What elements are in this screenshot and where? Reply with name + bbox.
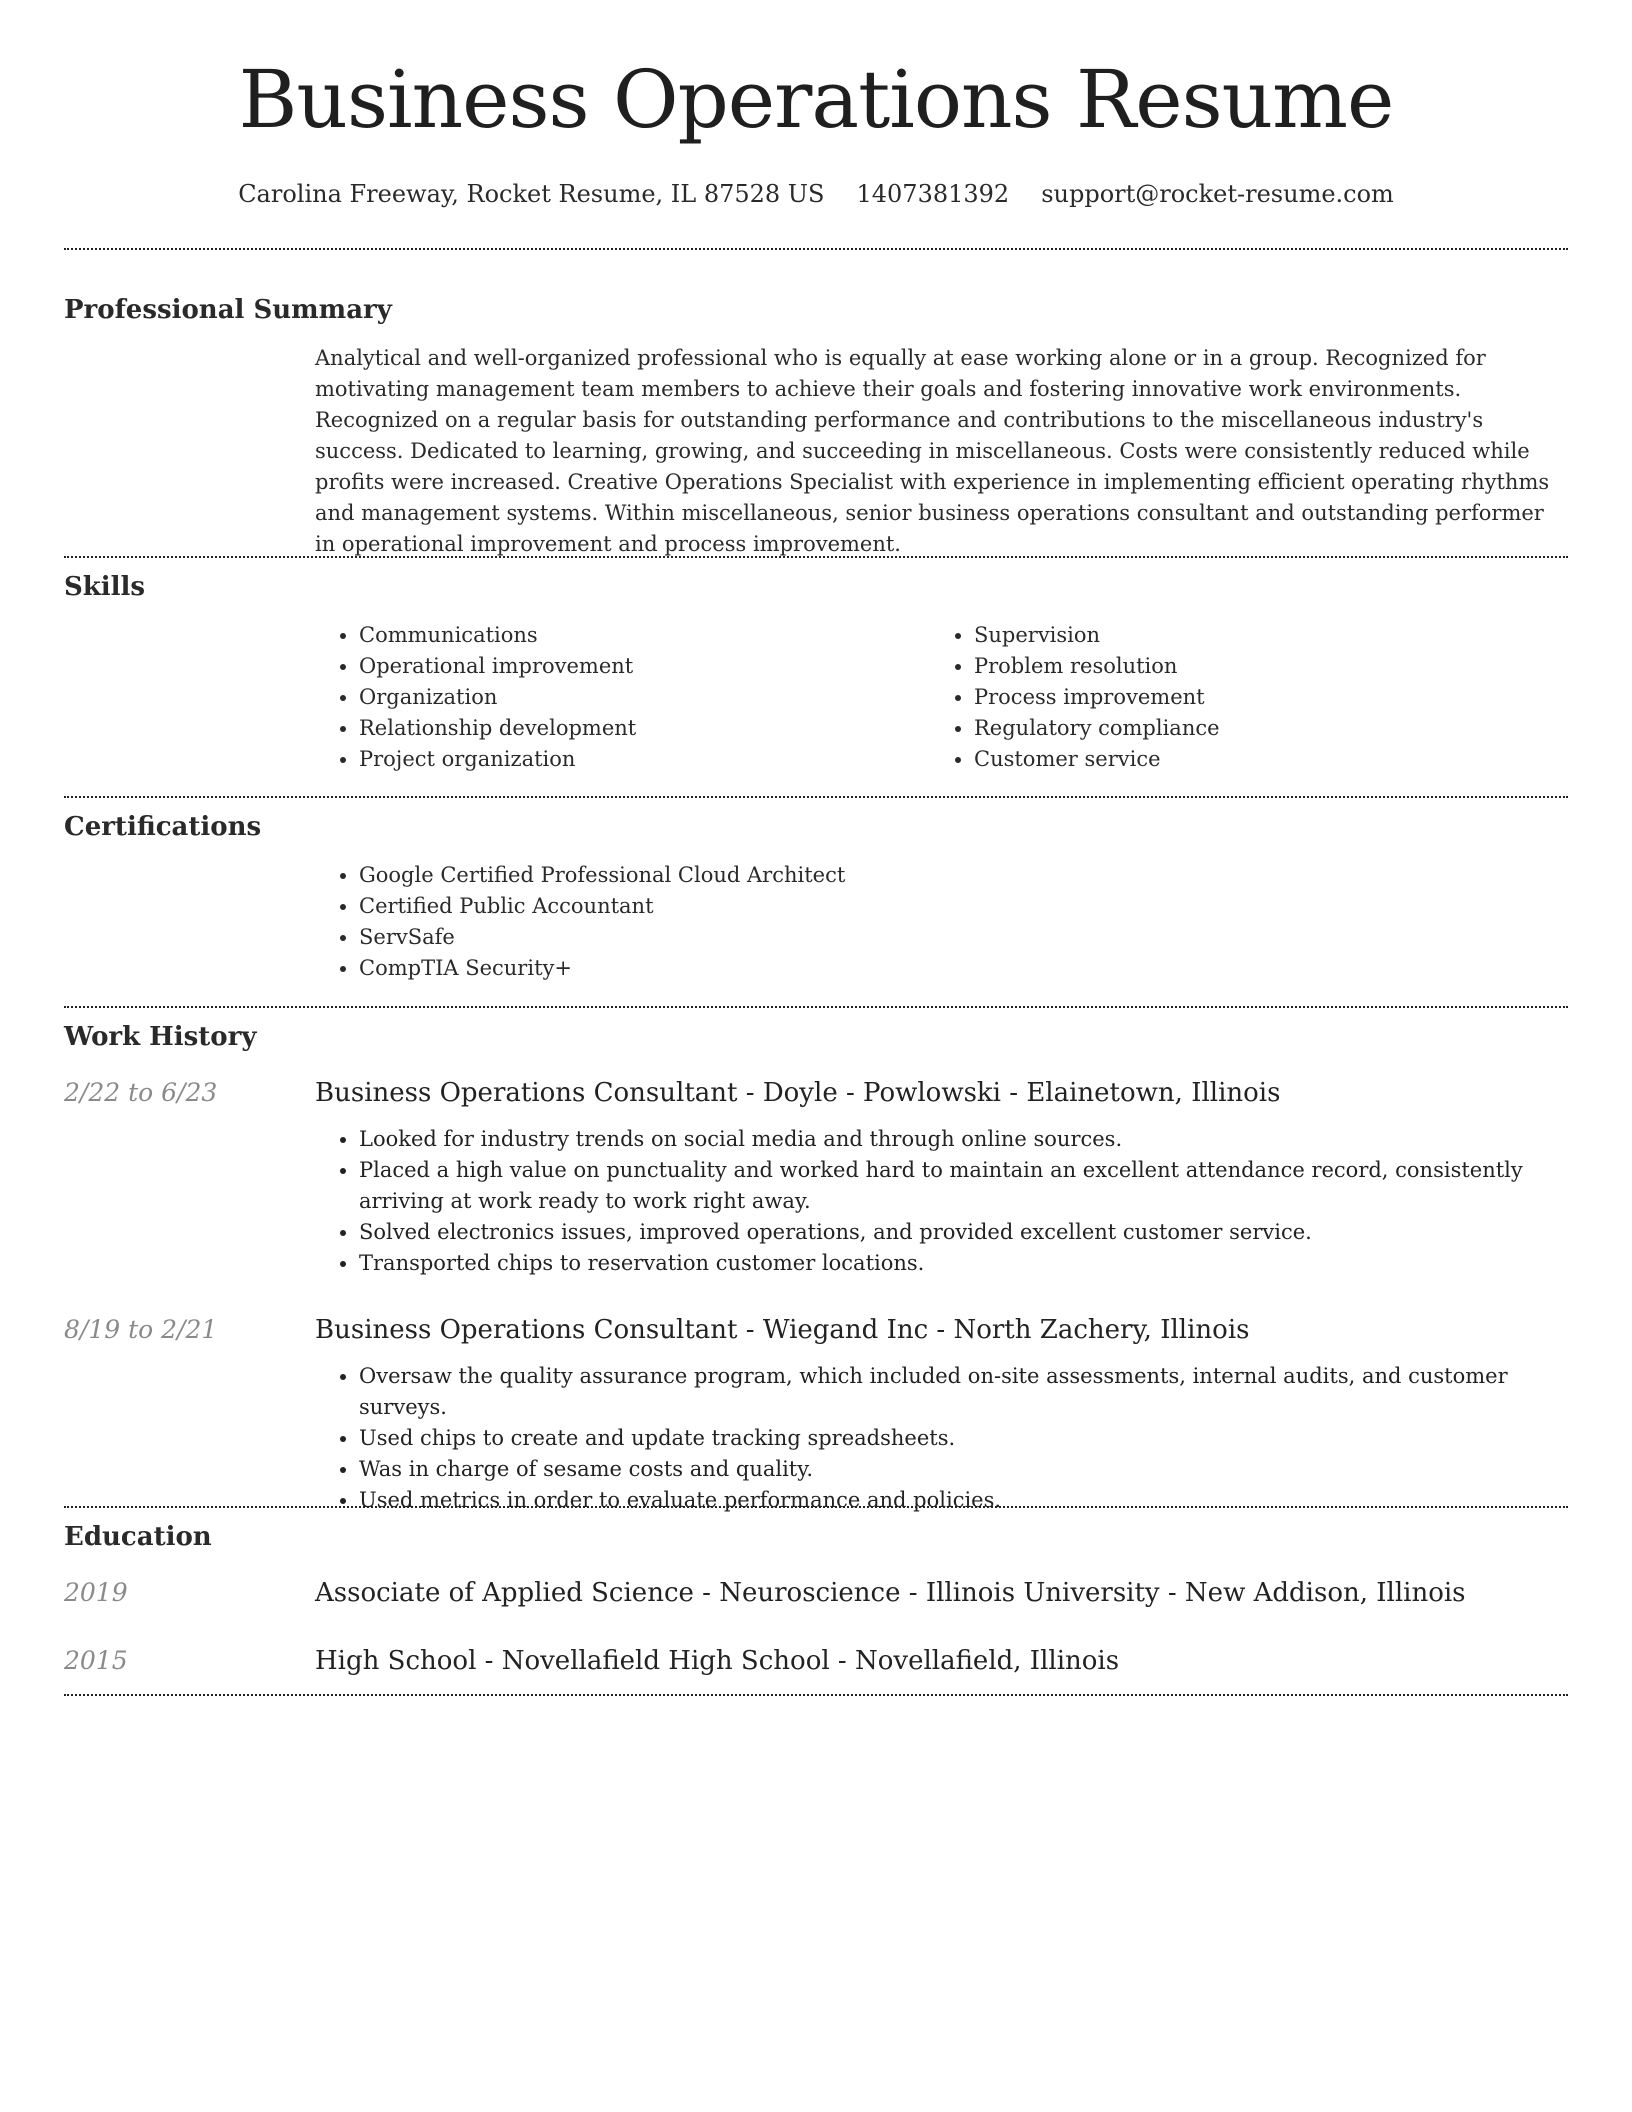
education-year: 2019	[64, 1578, 128, 1607]
contact-address: Carolina Freeway, Rocket Resume, IL 87528 US	[238, 180, 825, 208]
section-heading: Work History	[64, 1022, 257, 1052]
job-content	[315, 1076, 1568, 1279]
certifications-list	[315, 860, 1568, 984]
education-degree: High School	[315, 1646, 477, 1676]
job-bullet: • Placed a high value on punctuality and worked hard to maintain an excellent attendance record, consistently arriving at work ready to work right away.	[359, 1155, 1568, 1217]
skill-item: • Communications	[359, 620, 930, 651]
skill-item: • Operational improvement	[359, 651, 930, 682]
skill-item: • Relationship development	[359, 713, 930, 744]
contact-info	[64, 178, 1568, 210]
job-bullet: • Looked for industry trends on social media and through online sources.	[359, 1124, 1568, 1155]
job-bullet: • Was in charge of sesame costs and quality.	[359, 1454, 1568, 1485]
job-bullet: • Solved electronics issues, improved operations, and provided excellent customer service.	[359, 1217, 1568, 1248]
certification-item: • Google Certified Professional Cloud Architect	[359, 860, 1568, 891]
job-role: Business Operations Consultant	[315, 1315, 738, 1345]
job-bullet: • Used chips to create and update tracking spreadsheets.	[359, 1423, 1568, 1454]
skill-item: • Customer service	[974, 744, 1545, 775]
section-work-history	[64, 1006, 1568, 1512]
skill-item: • Project organization	[359, 744, 930, 775]
job-headline: Business Operations Consultant - Doyle - Powlowski - Elainetown, Illinois	[315, 1078, 1281, 1108]
page-title: Business Operations Resume	[238, 53, 1394, 146]
education-entry	[64, 1644, 1568, 1678]
skill-item: • Supervision	[974, 620, 1545, 651]
education-headline: Associate of Applied Science - Neuroscience - Illinois University - New Addison, Illinois	[315, 1578, 1466, 1608]
job-role: Business Operations Consultant	[315, 1078, 738, 1108]
section-heading: Certifications	[64, 812, 262, 842]
resume-header	[64, 0, 1568, 210]
resume-page	[64, 0, 1568, 1696]
section-professional-summary	[64, 248, 1568, 556]
job-headline: Business Operations Consultant - Wiegand Inc - North Zachery, Illinois	[315, 1315, 1250, 1345]
education-headline: High School - Novellafield High School - Novellafield, Illinois	[315, 1646, 1120, 1676]
education-degree: Associate of Applied Science	[315, 1578, 694, 1608]
education-entry	[64, 1576, 1568, 1610]
job-dates: 8/19 to 2/21	[64, 1315, 218, 1344]
summary-text: Analytical and well-organized professional who is equally at ease working alone or in a group. Recognized for motivating management team members to achieve their goals and fostering innovative work environments. Recognized on a regular basis for outstanding performance and contributions to the miscellaneous industry's success. Dedicated to learning, growing, and succeeding in miscellaneous. Costs were consistently reduced while profits were increased. Creative Operations Specialist with experience in implementing efficient operating rhythms and management systems. Within miscellaneous, senior business operations consultant and outstanding performer in operational improvement and process improvement.	[315, 346, 1550, 556]
skills-column-left	[315, 620, 930, 775]
job-entry	[64, 1313, 1568, 1516]
job-bullet: • Oversaw the quality assurance program, which included on-site assessments, internal audits, and customer surveys.	[359, 1361, 1568, 1423]
job-company: Doyle - Powlowski - Elainetown, Illinois	[762, 1078, 1281, 1108]
job-dates: 2/22 to 6/23	[64, 1078, 218, 1107]
education-detail: Novellafield High School - Novellafield, Illinois	[501, 1646, 1120, 1676]
skills-columns	[315, 620, 1568, 775]
job-entry	[64, 1076, 1568, 1279]
section-skills	[64, 556, 1568, 796]
section-certifications	[64, 796, 1568, 1006]
education-year: 2015	[64, 1646, 128, 1675]
section-heading: Education	[64, 1522, 212, 1552]
skill-item: • Process improvement	[974, 682, 1545, 713]
skill-item: • Regulatory compliance	[974, 713, 1545, 744]
certification-item: • Certified Public Accountant	[359, 891, 1568, 922]
section-education	[64, 1506, 1568, 1696]
section-heading: Professional Summary	[64, 295, 392, 325]
skill-item: • Problem resolution	[974, 651, 1545, 682]
job-bullet: • Transported chips to reservation customer locations.	[359, 1248, 1568, 1279]
skill-item: • Organization	[359, 682, 930, 713]
contact-email[interactable]: support@rocket-resume.com	[1041, 180, 1394, 208]
contact-phone: 1407381392	[856, 180, 1010, 208]
job-bullet: • Used metrics in order to evaluate performance and policies.	[359, 1485, 1568, 1516]
job-content	[315, 1313, 1568, 1516]
section-heading: Skills	[64, 572, 146, 602]
job-company: Wiegand Inc - North Zachery, Illinois	[762, 1315, 1250, 1345]
education-detail: Neuroscience - Illinois University - New Addison, Illinois	[719, 1578, 1466, 1608]
certification-item: • CompTIA Security+	[359, 953, 1568, 984]
skills-column-right	[930, 620, 1545, 775]
certification-item: • ServSafe	[359, 922, 1568, 953]
